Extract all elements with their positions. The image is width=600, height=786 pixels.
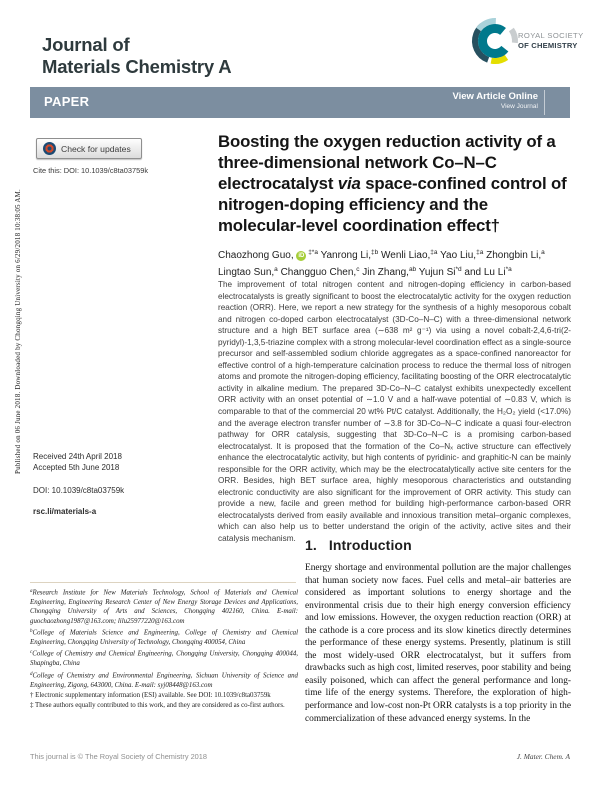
banner-divider	[544, 90, 545, 115]
copyright-notice: This journal is © The Royal Society of Chemistry 2018	[30, 752, 208, 761]
footnote: ‡ These authors equally contributed to this work, and they are considered as co-first authors.	[30, 702, 285, 710]
accepted-date: Accepted 5th June 2018	[33, 463, 120, 472]
footnote: $^a$Research Institute for New Materials Technology, School of Materials and Chemical Engineering, Engineering Research Center of New Energy Storage Devices and Applications, Chongqing University of Arts and Sciences, Chongqing 402160, China. E-mail: guochaozhong1987@163.com; lilu25977220@163.com	[30, 589, 298, 625]
article-type-label: PAPER	[44, 94, 90, 109]
rsc-logo-text1: ROYAL SOCIETY	[518, 31, 584, 40]
journal-name-line1: Journal of	[42, 34, 130, 55]
article-meta	[33, 451, 124, 517]
footnotes-block	[30, 587, 298, 712]
author-list: Chaozhong Guo, iD $^{\ddagger*a}$ Yanrong Li,$^{\ddagger b}$ Wenli Liao,$^{\ddagger a}$ Yao Liu,$^{\ddagger a}$ Zhongbin Li,$^a$ Lingtao Sun,$^a$ Changguo Chen,$^c$ Jin Zhang,$^{ab}$ Yujun Si$^{*d}$ and Lu Li$^{*a}$	[218, 249, 545, 278]
abstract-text: The improvement of total nitrogen content and nitrogen-doping efficiency in carbon-based electrocatalysts is greatly significant to boost the electrocatalytic activity for the oxygen reduction reaction (ORR). Here, we report a new strategy for the synthesis of a highly mesoporous cobalt and nitrogen co-doped carbon electrocatalyst (3D-Co–N–C) with a three-dimensional network structure and a high BET surface area (∼638 m² g⁻¹) via using a novel cobalt-2,4,6-tri(2-pyridyl)-1,3,5-triazine complex with a strong molecular-level coordination effect as a single-source precursor and self-assembled sodium chloride aggregates as a space-confined nanoreactor for effective control of a high-temperature calcination process to reduce the thermal loss of nitrogen atoms and promote the nitrogen-doping efficiency, facilitating boosting of the ORR electrocatalytic activity in alkaline medium. The prepared 3D-Co–N–C catalyst exhibits unexpectedly excellent ORR activity with an onset potential of ∼1.0 V and a half-wave potential of ∼0.83 V, which is comparable to that of the commercial 20 wt% Pt/C catalyst. Additionally, the H₂O₂ yield (<17.0%) and the average electron transfer number of ∼3.8 for 3D-Co–N–C indicate a quasi four-electron pathway for ORR catalysis, suggesting that 3D-Co–N–C is a promising carbon-based electrocatalyst. It is proposed that the formation of the Co–Nₓ active structure can effectively enhance the electrocatalytic activity, but high contents of pyridinic- and graphitic-N can be mainly responsible for the ORR activity, which may be the electrocatalytically active site centers for the ORR. Besides, high BET surface area, highly mesoporous characteristics and outstanding electronic conductivity are also significant for the improvement of ORR activity. This study can provide a new, facile and green method for building high-performance carbon-based ORR electrocatalysts derived from easily available and innoxious transition metal–organic complexes, which can also help us to better understand the origin of the activity, active sites and their catalysis mechanism.	[218, 280, 571, 544]
check-for-updates-label: Check for updates	[61, 143, 131, 154]
view-article-online-link[interactable]	[452, 91, 538, 110]
section-title: Introduction	[328, 537, 412, 553]
doi-label: DOI: 10.1039/c8ta03759k	[33, 486, 125, 495]
check-for-updates-button[interactable]	[36, 138, 142, 159]
received-date: Received 24th April 2018	[33, 452, 122, 461]
journal-name-line2: Materials Chemistry A	[42, 55, 232, 77]
journal-masthead	[42, 34, 231, 77]
footnote: $^d$College of Chemistry and Environmental Engineering, Sichuan University of Science and Engineering, Zigong, 643000, China. E-mail: syj08448@163.com	[30, 671, 298, 689]
introduction-text: Energy shortage and environmental pollution are the major challenges that human society now faces. Fuel cells and metal–air batteries are considered as important solutions to energy shortage and the environmental crisis due to their high energy conversion efficiency and low emissions. However, the oxygen reduction reaction (ORR) at the cathode is a core process and its slow kinetics directly determines the performance of these energy systems. Presently, platinum is still the most widely-used ORR electrocatalyst, but it suffers from drawbacks such as high cost, limited reserves, poor stability and being easily poisoned, which can affect the general performance and long-time life of the energy systems. Therefore, the exploration of high-performance and low-cost non-Pt ORR catalysts is a top priority in the commercialization of these advanced energy systems. In the	[305, 563, 571, 724]
view-article-online-label[interactable]: View Article Online	[452, 91, 538, 102]
journal-abbrev: J. Mater. Chem. A	[516, 752, 570, 761]
section-number: 1.	[305, 537, 317, 553]
section-heading	[305, 537, 412, 553]
footnote: $^b$College of Materials Science and Engineering, College of Chemistry and Chemical Engineering, Chongqing University of Technology, Chongqing 400054, China	[30, 629, 298, 647]
orcid-icon[interactable]: iD	[298, 253, 305, 259]
footnote: $^c$College of Chemistry and Chemical Engineering, Chongqing University, Chongqing 400044, Shapingba, China	[30, 650, 298, 668]
article-title: Boosting the oxygen reduction activity of a three-dimensional network Co–N–C electrocatalyst via space-confined control of nitrogen-doping efficiency and the molecular-level coordination effect†	[218, 132, 567, 235]
view-journal-label[interactable]: View Journal	[500, 103, 538, 110]
rsc-logo-text2: OF CHEMISTRY	[518, 41, 578, 50]
footnote-rule	[30, 582, 296, 583]
download-watermark: Published on 06 June 2018. Downloaded by Chongqing University on 6/29/2018 10:38:05 AM.	[14, 189, 22, 474]
cite-this-doi: Cite this: DOI: 10.1039/c8ta03759k	[33, 166, 149, 175]
crossmark-icon	[43, 142, 56, 155]
paper-banner	[30, 87, 570, 118]
journal-url-link[interactable]: rsc.li/materials-a	[33, 507, 97, 516]
footnote: † Electronic supplementary information (ESI) available. See DOI: 10.1039/c8ta03759k	[30, 692, 271, 700]
rsc-logo-icon	[468, 12, 592, 70]
